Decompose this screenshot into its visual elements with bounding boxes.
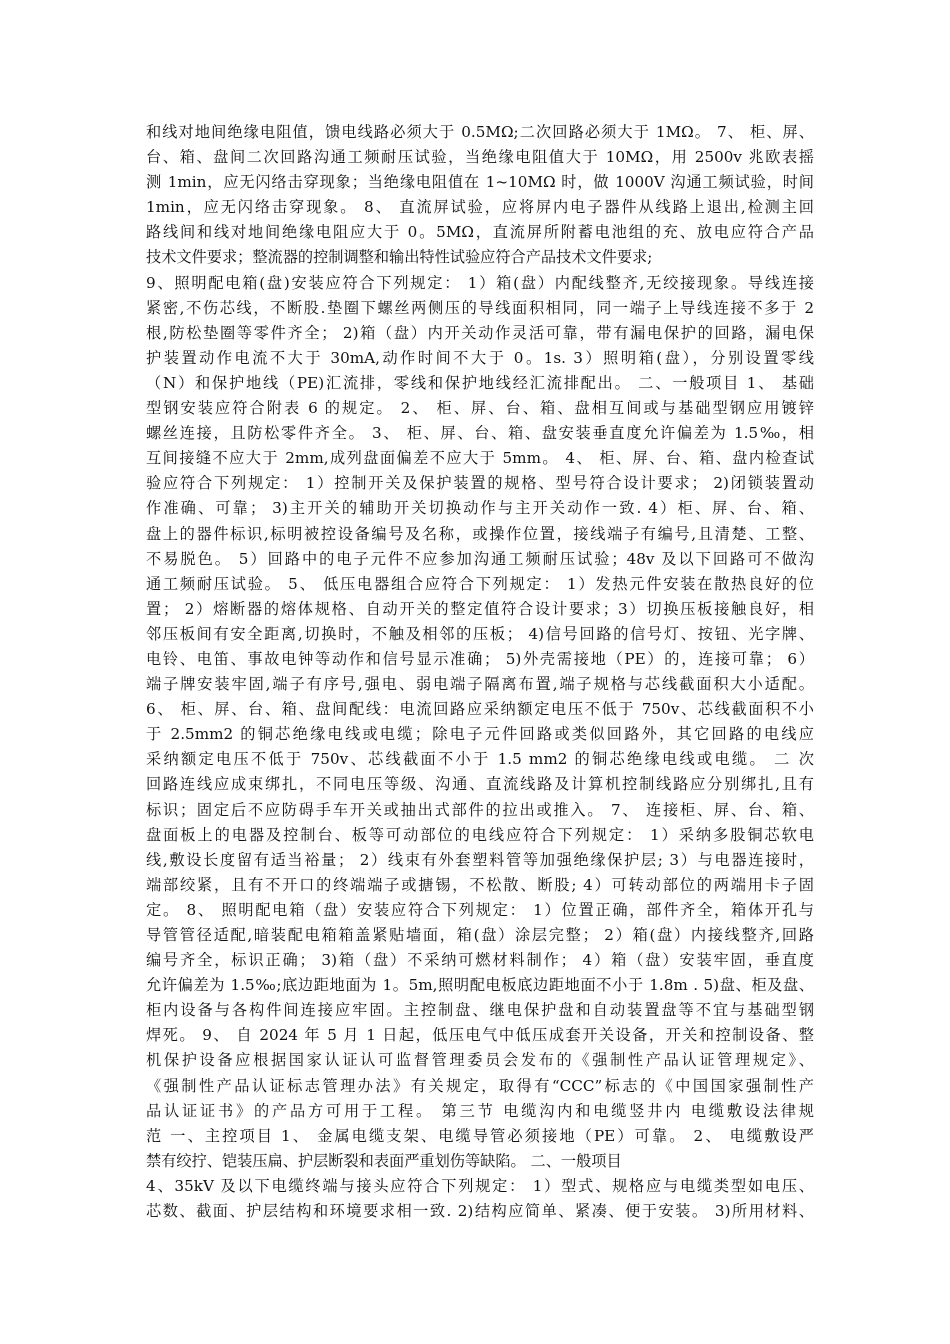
text-line: 端部绞紧，且有不开口的终端端子或搪锡，不松散、断股; 4）可转动部位的两端用卡子固 bbox=[146, 875, 814, 894]
text-line: （N）和保护地线（PE)汇流排，零线和保护地线经汇流排配出。 二、一般项目 1、 基础 bbox=[146, 373, 814, 392]
text-line: 于 2.5mm2 的铜芯绝缘电线或电缆；除电子元件回路或类似回路外，其它回路的电线应 bbox=[146, 725, 814, 744]
text-line: 编号齐全，标识正确； 3)箱（盘）不采纳可燃材料制作； 4）箱（盘）安装牢固，垂直度 bbox=[146, 951, 814, 970]
text-line: 机保护设备应根据国家认证认可监督管理委员会发布的《强制性产品认证管理规定》、 bbox=[146, 1051, 814, 1070]
text-line: 盘面板上的电器及控制台、板等可动部位的电线应符合下列规定： 1）采纳多股铜芯软电 bbox=[146, 825, 814, 844]
text-line: 根,防松垫圈等零件齐全； 2)箱（盘）内开关动作灵活可靠，带有漏电保护的回路，漏电保 bbox=[146, 323, 814, 342]
text-line: 1min，应无闪络击穿现象。 8、 直流屏试验，应将屏内电子器件从线路上退出,检测主回 bbox=[146, 198, 814, 217]
text-line: 通工频耐压试验。 5、 低压电器组合应符合下列规定： 1）发热元件安装在散热良好的位 bbox=[146, 574, 814, 593]
text-line: 线,敷设长度留有适当裕量； 2）线束有外套塑料管等加强绝缘保护层; 3）与电器连接时， bbox=[146, 850, 814, 869]
text-line: 禁有绞拧、铠装压扁、护层断裂和表面严重划伤等缺陷。 二、一般项目 bbox=[146, 1151, 622, 1170]
text-line: 焊死。 9、 自 2024 年 5 月 1 日起，低压电气中低压成套开关设备，开关和控制设备、整 bbox=[146, 1026, 814, 1045]
text-line: 台、箱、盘间二次回路沟通工频耐压试验，当绝缘电阻值大于 10MΩ，用 2500v 兆欧表摇 bbox=[146, 148, 814, 167]
text-line: 和线对地间绝缘电阻值，馈电线路必须大于 0.5MΩ;二次回路必须大于 1MΩ。 7、 柜、屏、 bbox=[146, 123, 814, 141]
text-line: 《强制性产品认证标志管理办法》有关规定，取得有“CCC”标志的《中国国家强制性产 bbox=[146, 1076, 814, 1095]
text-line: 护装置动作电流不大于 30mA,动作时间不大于 0。1s. 3）照明箱(盘），分别设置零线 bbox=[146, 348, 814, 367]
text-line: 品认证证书》的产品方可用于工程。 第三节 电缆沟内和电缆竖井内 电缆敷设法律规 bbox=[146, 1101, 814, 1120]
text-line: 验应符合下列规定： 1）控制开关及保护装置的规格、型号符合设计要求； 2)闭锁装置动 bbox=[146, 474, 814, 493]
text-line: 型钢安装应符合附表 6 的规定。 2、 柜、屏、台、箱、盘相互间或与基础型钢应用镀锌 bbox=[146, 399, 814, 418]
text-line: 4、35kV 及以下电缆终端与接头应符合下列规定： 1）型式、规格应与电缆类型如电压、 bbox=[146, 1176, 814, 1195]
text-line: 端子牌安装牢固,端子有序号,强电、弱电端子隔离布置,端子规格与芯线截面积大小适配。 bbox=[146, 675, 814, 694]
text-line: 互间接缝不应大于 2mm,成列盘面偏差不应大于 5mm。 4、 柜、屏、台、箱、盘内检查试 bbox=[146, 449, 814, 468]
text-line: 不易脱色。 5）回路中的电子元件不应参加沟通工频耐压试验；48v 及以下回路可不做沟 bbox=[146, 549, 814, 568]
text-line: 螺丝连接，且防松零件齐全。 3、 柜、屏、台、箱、盘安装垂直度允许偏差为 1.5‰，相 bbox=[146, 424, 814, 443]
text-line: 允许偏差为 1.5‰;底边距地面为 1。5m,照明配电板底边距地面不小于 1.8m . 5)盘、柜及盘、 bbox=[146, 976, 814, 995]
text-line: 路线间和线对地间绝缘电阻应大于 0。5MΩ，直流屏所附蓄电池组的充、放电应符合产品 bbox=[146, 223, 814, 242]
text-line: 标识；固定后不应防碍手车开关或抽出式部件的拉出或推入。 7、 连接柜、屏、台、箱、 bbox=[146, 800, 814, 819]
text-line: 测 1min，应无闪络击穿现象；当绝缘电阻值在 1~10MΩ 时，做 1000V 沟通工频试验，时间 bbox=[146, 173, 814, 192]
text-line: 技术文件要求；整流器的控制调整和输出特性试验应符合产品技术文件要求; bbox=[146, 248, 653, 267]
text-line: 9、照明配电箱(盘)安装应符合下列规定： 1）箱(盘）内配线整齐,无绞接现象。导线连接 bbox=[146, 273, 814, 292]
document-body bbox=[146, 120, 814, 1224]
text-line: 电铃、电笛、事故电钟等动作和信号显示准确； 5)外壳需接地（PE）的，连接可靠； 6） bbox=[146, 649, 814, 668]
text-line: 盘上的器件标识,标明被控设备编号及名称，或操作位置，接线端子有编号,且清楚、工整、 bbox=[146, 524, 814, 543]
text-line: 芯数、截面、护层结构和环境要求相一致. 2)结构应简单、紧凑、便于安装。 3)所用材料、 bbox=[146, 1202, 814, 1221]
text-line: 6、 柜、屏、台、箱、盘间配线：电流回路应采纳额定电压不低于 750v、芯线截面积不小 bbox=[146, 700, 814, 719]
text-line: 回路连线应成束绑扎，不同电压等级、沟通、直流线路及计算机控制线路应分别绑扎,且有 bbox=[146, 775, 814, 794]
text-line: 置； 2）熔断器的熔体规格、自动开关的整定值符合设计要求；3）切换压板接触良好，相 bbox=[146, 599, 814, 618]
text-line: 作准确、可靠； 3)主开关的辅助开关切换动作与主开关动作一致. 4）柜、屏、台、箱、 bbox=[146, 499, 814, 518]
text-line: 柜内设备与各构件间连接应牢固。主控制盘、继电保护盘和自动装置盘等不宜与基础型钢 bbox=[146, 1001, 814, 1020]
text-line: 紧密,不伤芯线，不断股.垫圈下螺丝两侧压的导线面积相同，同一端子上导线连接不多于 2 bbox=[146, 298, 814, 317]
text-line: 邻压板间有安全距离,切换时，不触及相邻的压板； 4)信号回路的信号灯、按钮、光字牌、 bbox=[146, 624, 814, 643]
text-line: 采纳额定电压不低于 750v、芯线截面不小于 1.5 mm2 的铜芯绝缘电线或电缆。 二 次 bbox=[146, 750, 814, 769]
text-line: 范 一、主控项目 1、 金属电缆支架、电缆导管必须接地（PE）可靠。 2、 电缆敷设严 bbox=[146, 1126, 814, 1145]
text-line: 定。 8、 照明配电箱（盘）安装应符合下列规定： 1）位置正确，部件齐全，箱体开孔与 bbox=[146, 900, 814, 919]
text-line: 导管管径适配,暗装配电箱箱盖紧贴墙面，箱(盘）涂层完整； 2）箱(盘）内接线整齐,回路 bbox=[146, 926, 814, 944]
